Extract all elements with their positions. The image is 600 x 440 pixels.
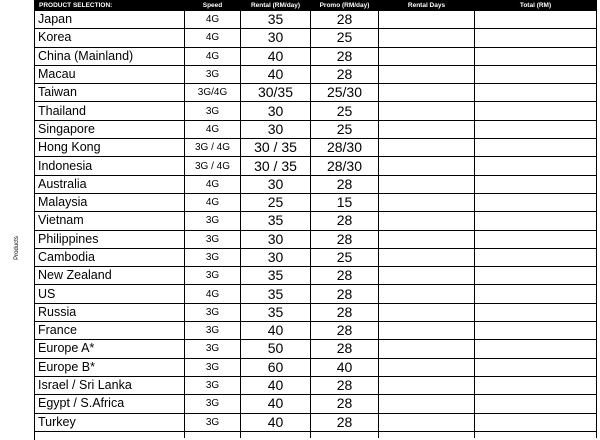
promo-rate-cell: 15 [311, 193, 379, 211]
total-cell[interactable] [475, 413, 597, 431]
rental-rate-cell: 30 / 35 [241, 139, 311, 157]
country-cell: China (Mainland) [35, 47, 185, 65]
rental-days-cell[interactable] [379, 230, 475, 248]
empty-row [35, 431, 597, 438]
table-row [35, 376, 597, 394]
table-row [35, 29, 597, 47]
rental-rate-cell: 30 [241, 120, 311, 138]
speed-cell: 3G [185, 322, 241, 340]
country-cell: US [35, 285, 185, 303]
rental-days-cell[interactable] [379, 84, 475, 102]
promo-rate-cell: 28 [311, 230, 379, 248]
products-side-panel [0, 8, 35, 440]
country-cell: Cambodia [35, 248, 185, 266]
empty-cell [311, 431, 379, 438]
header-rental: Rental (RM/day) [241, 1, 311, 11]
total-cell[interactable] [475, 322, 597, 340]
header-speed: Speed [185, 1, 241, 11]
rental-days-cell[interactable] [379, 139, 475, 157]
rental-days-cell[interactable] [379, 303, 475, 321]
total-cell[interactable] [475, 358, 597, 376]
country-cell: Taiwan [35, 84, 185, 102]
speed-cell: 3G [185, 248, 241, 266]
rental-days-cell[interactable] [379, 413, 475, 431]
rental-days-cell[interactable] [379, 47, 475, 65]
speed-cell: 3G / 4G [185, 157, 241, 175]
rental-days-cell[interactable] [379, 376, 475, 394]
rental-days-cell[interactable] [379, 157, 475, 175]
speed-cell: 3G [185, 303, 241, 321]
promo-rate-cell: 25 [311, 248, 379, 266]
country-cell: Malaysia [35, 193, 185, 211]
country-cell: Philippines [35, 230, 185, 248]
table-row [35, 102, 597, 120]
total-cell[interactable] [475, 65, 597, 83]
table-row [35, 267, 597, 285]
speed-cell: 3G [185, 230, 241, 248]
table-row [35, 11, 597, 29]
country-cell: Russia [35, 303, 185, 321]
speed-cell: 3G [185, 395, 241, 413]
rental-days-cell[interactable] [379, 11, 475, 29]
total-cell[interactable] [475, 84, 597, 102]
total-cell[interactable] [475, 230, 597, 248]
table-row [35, 84, 597, 102]
rental-days-cell[interactable] [379, 267, 475, 285]
promo-rate-cell: 28 [311, 47, 379, 65]
table-row [35, 230, 597, 248]
rental-rate-cell: 40 [241, 376, 311, 394]
table-row [35, 120, 597, 138]
promo-rate-cell: 28 [311, 267, 379, 285]
rental-rate-cell: 35 [241, 303, 311, 321]
rental-rate-cell: 40 [241, 65, 311, 83]
rental-days-cell[interactable] [379, 285, 475, 303]
table-row [35, 413, 597, 431]
country-cell: Vietnam [35, 212, 185, 230]
total-cell[interactable] [475, 139, 597, 157]
speed-cell: 4G [185, 29, 241, 47]
promo-rate-cell: 28 [311, 212, 379, 230]
promo-rate-cell: 28 [311, 11, 379, 29]
promo-rate-cell: 28 [311, 322, 379, 340]
empty-cell [185, 431, 241, 438]
speed-cell: 3G / 4G [185, 139, 241, 157]
table-row [35, 65, 597, 83]
total-cell[interactable] [475, 376, 597, 394]
total-cell[interactable] [475, 11, 597, 29]
rental-days-cell[interactable] [379, 102, 475, 120]
promo-rate-cell: 28 [311, 285, 379, 303]
total-cell[interactable] [475, 120, 597, 138]
country-cell: Australia [35, 175, 185, 193]
promo-rate-cell: 25 [311, 29, 379, 47]
speed-cell: 3G [185, 376, 241, 394]
speed-cell: 4G [185, 285, 241, 303]
rental-rate-cell: 50 [241, 340, 311, 358]
speed-cell: 4G [185, 120, 241, 138]
table-row [35, 212, 597, 230]
rental-days-cell[interactable] [379, 175, 475, 193]
total-cell[interactable] [475, 193, 597, 211]
header-total: Total (RM) [475, 1, 597, 11]
rental-days-cell[interactable] [379, 65, 475, 83]
rental-rate-cell: 30/35 [241, 84, 311, 102]
total-cell[interactable] [475, 340, 597, 358]
country-cell: Macau [35, 65, 185, 83]
speed-cell: 3G/4G [185, 84, 241, 102]
total-cell[interactable] [475, 248, 597, 266]
country-cell: Indonesia [35, 157, 185, 175]
country-cell: France [35, 322, 185, 340]
rental-rate-cell: 35 [241, 267, 311, 285]
country-cell: Japan [35, 11, 185, 29]
rental-days-cell[interactable] [379, 395, 475, 413]
promo-rate-cell: 28 [311, 413, 379, 431]
rental-rate-cell: 40 [241, 413, 311, 431]
speed-cell: 4G [185, 175, 241, 193]
promo-rate-cell: 25 [311, 102, 379, 120]
promo-rate-cell: 28/30 [311, 157, 379, 175]
total-cell[interactable] [475, 267, 597, 285]
rental-days-cell[interactable] [379, 29, 475, 47]
speed-cell: 3G [185, 65, 241, 83]
empty-cell [35, 431, 185, 438]
product-table [34, 0, 597, 438]
country-cell: Europe B* [35, 358, 185, 376]
table-row [35, 285, 597, 303]
speed-cell: 3G [185, 102, 241, 120]
table-row [35, 175, 597, 193]
speed-cell: 4G [185, 47, 241, 65]
rental-rate-cell: 25 [241, 193, 311, 211]
rental-rate-cell: 60 [241, 358, 311, 376]
table-row [35, 248, 597, 266]
promo-rate-cell: 28 [311, 376, 379, 394]
total-cell[interactable] [475, 175, 597, 193]
header-rental-days: Rental Days [379, 1, 475, 11]
table-row [35, 395, 597, 413]
rental-rate-cell: 35 [241, 11, 311, 29]
promo-rate-cell: 28 [311, 175, 379, 193]
table-row [35, 139, 597, 157]
total-cell[interactable] [475, 29, 597, 47]
table-row [35, 340, 597, 358]
speed-cell: 3G [185, 340, 241, 358]
promo-rate-cell: 25/30 [311, 84, 379, 102]
header-row [35, 1, 597, 11]
rental-days-cell[interactable] [379, 358, 475, 376]
country-cell: Europe A* [35, 340, 185, 358]
rental-days-cell[interactable] [379, 120, 475, 138]
rental-rate-cell: 40 [241, 47, 311, 65]
country-cell: Turkey [35, 413, 185, 431]
rental-days-cell[interactable] [379, 248, 475, 266]
rental-days-cell[interactable] [379, 340, 475, 358]
total-cell[interactable] [475, 102, 597, 120]
rental-days-cell[interactable] [379, 212, 475, 230]
country-cell: Israel / Sri Lanka [35, 376, 185, 394]
speed-cell: 3G [185, 267, 241, 285]
speed-cell: 3G [185, 358, 241, 376]
promo-rate-cell: 40 [311, 358, 379, 376]
rental-rate-cell: 35 [241, 285, 311, 303]
speed-cell: 3G [185, 413, 241, 431]
table-row [35, 47, 597, 65]
total-cell[interactable] [475, 285, 597, 303]
header-product-selection: PRODUCT SELECTION: [35, 1, 185, 11]
speed-cell: 4G [185, 193, 241, 211]
country-cell: Egypt / S.Africa [35, 395, 185, 413]
table-body [35, 11, 597, 438]
country-cell: Korea [35, 29, 185, 47]
country-cell: Singapore [35, 120, 185, 138]
table-row [35, 303, 597, 321]
rental-rate-cell: 40 [241, 322, 311, 340]
empty-cell [241, 431, 311, 438]
rental-rate-cell: 30 / 35 [241, 157, 311, 175]
country-cell: Hong Kong [35, 139, 185, 157]
speed-cell: 3G [185, 212, 241, 230]
products-side-label: Products [14, 236, 20, 260]
table-row [35, 322, 597, 340]
country-cell: New Zealand [35, 267, 185, 285]
promo-rate-cell: 28 [311, 65, 379, 83]
table-row [35, 358, 597, 376]
rental-rate-cell: 30 [241, 102, 311, 120]
promo-rate-cell: 28 [311, 303, 379, 321]
total-cell[interactable] [475, 303, 597, 321]
table-row [35, 193, 597, 211]
promo-rate-cell: 28/30 [311, 139, 379, 157]
promo-rate-cell: 28 [311, 395, 379, 413]
promo-rate-cell: 25 [311, 120, 379, 138]
total-cell[interactable] [475, 212, 597, 230]
rental-rate-cell: 35 [241, 212, 311, 230]
rental-rate-cell: 30 [241, 248, 311, 266]
promo-rate-cell: 28 [311, 340, 379, 358]
rental-days-cell[interactable] [379, 193, 475, 211]
header-promo: Promo (RM/day) [311, 1, 379, 11]
rental-rate-cell: 30 [241, 230, 311, 248]
empty-cell [379, 431, 475, 438]
empty-cell [475, 431, 597, 438]
table-row [35, 157, 597, 175]
rental-days-cell[interactable] [379, 322, 475, 340]
total-cell[interactable] [475, 157, 597, 175]
total-cell[interactable] [475, 395, 597, 413]
total-cell[interactable] [475, 47, 597, 65]
country-cell: Thailand [35, 102, 185, 120]
rental-rate-cell: 40 [241, 395, 311, 413]
rental-rate-cell: 30 [241, 175, 311, 193]
rental-rate-cell: 30 [241, 29, 311, 47]
speed-cell: 4G [185, 11, 241, 29]
